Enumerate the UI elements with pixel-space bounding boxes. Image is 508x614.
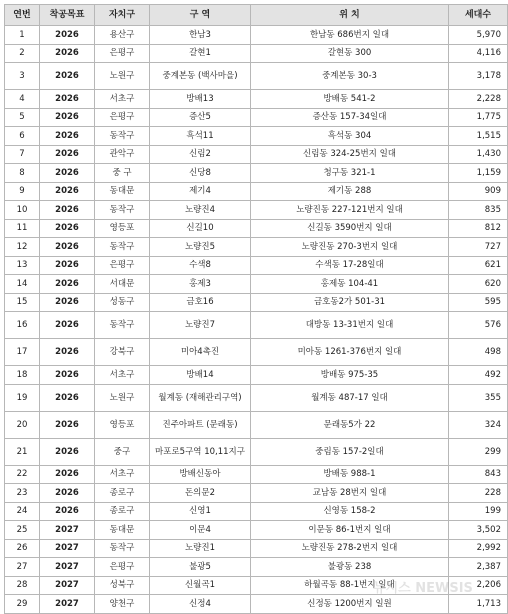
row-target-year: 2026 <box>40 90 95 109</box>
row-target-year: 2027 <box>40 539 95 558</box>
row-district: 양천구 <box>95 595 150 614</box>
row-target-year: 2027 <box>40 521 95 540</box>
row-zone: 홍제3 <box>150 275 251 294</box>
row-no: 9 <box>5 182 40 201</box>
row-location: 노량진동 227-121번지 일대 <box>251 201 449 220</box>
table-row <box>5 63 508 90</box>
row-district: 은평구 <box>95 558 150 577</box>
table-row <box>5 339 508 366</box>
row-no: 24 <box>5 502 40 521</box>
row-district: 서초구 <box>95 90 150 109</box>
row-district: 은평구 <box>95 44 150 63</box>
row-target-year: 2026 <box>40 219 95 238</box>
row-target-year: 2026 <box>40 411 95 438</box>
row-units: 492 <box>449 366 508 385</box>
row-zone: 신림2 <box>150 145 251 164</box>
row-zone: 신당8 <box>150 164 251 183</box>
row-target-year: 2026 <box>40 127 95 146</box>
row-units: 5,970 <box>449 26 508 45</box>
row-target-year: 2026 <box>40 502 95 521</box>
row-no: 11 <box>5 219 40 238</box>
row-target-year: 2026 <box>40 366 95 385</box>
table-row <box>5 127 508 146</box>
row-zone: 갈현1 <box>150 44 251 63</box>
row-location: 중림동 157-2일대 <box>251 438 449 465</box>
row-district: 은평구 <box>95 108 150 127</box>
row-units: 4,116 <box>449 44 508 63</box>
table-row <box>5 484 508 503</box>
row-location: 흑석동 304 <box>251 127 449 146</box>
row-no: 16 <box>5 312 40 339</box>
row-district: 강북구 <box>95 339 150 366</box>
row-target-year: 2026 <box>40 438 95 465</box>
row-target-year: 2026 <box>40 465 95 484</box>
table-row <box>5 90 508 109</box>
row-location: 월계동 487-17 일대 <box>251 384 449 411</box>
row-location: 수색동 17-28일대 <box>251 256 449 275</box>
row-district: 은평구 <box>95 256 150 275</box>
row-no: 14 <box>5 275 40 294</box>
table-row <box>5 219 508 238</box>
row-units: 1,430 <box>449 145 508 164</box>
row-target-year: 2026 <box>40 238 95 257</box>
row-target-year: 2026 <box>40 275 95 294</box>
table-row <box>5 595 508 614</box>
row-location: 신영동 158-2 <box>251 502 449 521</box>
row-location: 신림동 324-25번지 일대 <box>251 145 449 164</box>
row-units: 3,178 <box>449 63 508 90</box>
row-no: 22 <box>5 465 40 484</box>
row-target-year: 2026 <box>40 145 95 164</box>
row-no: 20 <box>5 411 40 438</box>
row-location: 홍제동 104-41 <box>251 275 449 294</box>
row-zone: 노량진7 <box>150 312 251 339</box>
row-units: 2,387 <box>449 558 508 577</box>
row-units: 595 <box>449 293 508 312</box>
row-units: 727 <box>449 238 508 257</box>
row-district: 동대문 <box>95 182 150 201</box>
row-units: 199 <box>449 502 508 521</box>
table-row <box>5 438 508 465</box>
row-units: 620 <box>449 275 508 294</box>
row-zone: 돈의문2 <box>150 484 251 503</box>
row-no: 21 <box>5 438 40 465</box>
row-no: 10 <box>5 201 40 220</box>
row-location: 신정동 1200번지 일원 <box>251 595 449 614</box>
header-units: 세대수 <box>449 5 508 26</box>
row-target-year: 2026 <box>40 63 95 90</box>
row-zone: 신길10 <box>150 219 251 238</box>
row-location: 이문동 86-1번지 일대 <box>251 521 449 540</box>
row-no: 18 <box>5 366 40 385</box>
row-district: 서초구 <box>95 366 150 385</box>
row-units: 621 <box>449 256 508 275</box>
row-units: 299 <box>449 438 508 465</box>
row-target-year: 2026 <box>40 44 95 63</box>
row-units: 355 <box>449 384 508 411</box>
row-zone: 노량진1 <box>150 539 251 558</box>
row-location: 한남동 686번지 일대 <box>251 26 449 45</box>
header-target-year: 착공목표 <box>40 5 95 26</box>
row-zone: 신월곡1 <box>150 576 251 595</box>
watermark-text: 뉴시스 NEWSIS <box>373 581 473 596</box>
row-location: 제기동 288 <box>251 182 449 201</box>
row-district: 동대문 <box>95 521 150 540</box>
row-no: 13 <box>5 256 40 275</box>
row-no: 26 <box>5 539 40 558</box>
row-units: 835 <box>449 201 508 220</box>
row-district: 용산구 <box>95 26 150 45</box>
header-location: 위 치 <box>251 5 449 26</box>
row-target-year: 2027 <box>40 558 95 577</box>
row-zone: 수색8 <box>150 256 251 275</box>
row-no: 23 <box>5 484 40 503</box>
table-row <box>5 411 508 438</box>
table-row <box>5 312 508 339</box>
row-no: 17 <box>5 339 40 366</box>
row-no: 19 <box>5 384 40 411</box>
row-target-year: 2027 <box>40 595 95 614</box>
row-location: 청구동 321-1 <box>251 164 449 183</box>
table-row <box>5 384 508 411</box>
row-zone: 흑석11 <box>150 127 251 146</box>
row-district: 동작구 <box>95 312 150 339</box>
row-district: 동작구 <box>95 539 150 558</box>
row-no: 25 <box>5 521 40 540</box>
row-location: 금호동2가 501-31 <box>251 293 449 312</box>
row-district: 종로구 <box>95 484 150 503</box>
row-district: 동작구 <box>95 201 150 220</box>
row-units: 1,775 <box>449 108 508 127</box>
table-row <box>5 539 508 558</box>
row-district: 영등포 <box>95 411 150 438</box>
row-target-year: 2026 <box>40 339 95 366</box>
row-zone: 금호16 <box>150 293 251 312</box>
row-units: 2,992 <box>449 539 508 558</box>
row-location: 노량진동 278-2번지 일대 <box>251 539 449 558</box>
row-no: 6 <box>5 127 40 146</box>
row-units: 576 <box>449 312 508 339</box>
row-units: 843 <box>449 465 508 484</box>
row-district: 중 구 <box>95 164 150 183</box>
row-location: 하월곡동 88-1번지 일대 <box>251 576 449 595</box>
row-location: 갈현동 300 <box>251 44 449 63</box>
row-zone: 방배신동아 <box>150 465 251 484</box>
row-target-year: 2026 <box>40 293 95 312</box>
row-no: 15 <box>5 293 40 312</box>
row-district: 노원구 <box>95 63 150 90</box>
table-row <box>5 44 508 63</box>
row-district: 동작구 <box>95 238 150 257</box>
table-row <box>5 164 508 183</box>
row-location: 중계본동 30-3 <box>251 63 449 90</box>
row-zone: 신영1 <box>150 502 251 521</box>
row-district: 중구 <box>95 438 150 465</box>
row-target-year: 2026 <box>40 256 95 275</box>
row-no: 29 <box>5 595 40 614</box>
row-location: 미아동 1261-376번지 일대 <box>251 339 449 366</box>
row-no: 8 <box>5 164 40 183</box>
table-row <box>5 201 508 220</box>
row-no: 3 <box>5 63 40 90</box>
row-district: 서초구 <box>95 465 150 484</box>
row-units: 2,206 <box>449 576 508 595</box>
row-location: 증산동 157-34일대 <box>251 108 449 127</box>
table-row <box>5 293 508 312</box>
header-zone: 구 역 <box>150 5 251 26</box>
row-zone: 한남3 <box>150 26 251 45</box>
row-zone: 노량진5 <box>150 238 251 257</box>
row-location: 불광동 238 <box>251 558 449 577</box>
row-units: 2,228 <box>449 90 508 109</box>
row-target-year: 2026 <box>40 312 95 339</box>
header-district: 자치구 <box>95 5 150 26</box>
row-target-year: 2026 <box>40 484 95 503</box>
row-zone: 중계본동 (백사마을) <box>150 63 251 90</box>
row-zone: 방배13 <box>150 90 251 109</box>
row-zone: 방배14 <box>150 366 251 385</box>
row-location: 방배동 975-35 <box>251 366 449 385</box>
row-location: 교남동 28번지 일대 <box>251 484 449 503</box>
row-units: 498 <box>449 339 508 366</box>
header-no: 연번 <box>5 5 40 26</box>
row-zone: 월계동 (재해관리구역) <box>150 384 251 411</box>
table-row <box>5 238 508 257</box>
row-units: 1,515 <box>449 127 508 146</box>
table-row <box>5 256 508 275</box>
row-units: 324 <box>449 411 508 438</box>
row-no: 28 <box>5 576 40 595</box>
row-district: 성북구 <box>95 576 150 595</box>
row-zone: 불광5 <box>150 558 251 577</box>
table-row <box>5 26 508 45</box>
row-zone: 제기4 <box>150 182 251 201</box>
row-zone: 미아4촉진 <box>150 339 251 366</box>
table-row <box>5 366 508 385</box>
row-target-year: 2026 <box>40 201 95 220</box>
row-target-year: 2026 <box>40 384 95 411</box>
row-zone: 마포로5구역 10,11지구 <box>150 438 251 465</box>
table-row <box>5 576 508 595</box>
row-district: 노원구 <box>95 384 150 411</box>
row-target-year: 2026 <box>40 182 95 201</box>
table-row <box>5 108 508 127</box>
row-no: 4 <box>5 90 40 109</box>
row-district: 관악구 <box>95 145 150 164</box>
row-zone: 증산5 <box>150 108 251 127</box>
row-district: 동작구 <box>95 127 150 146</box>
row-target-year: 2026 <box>40 108 95 127</box>
table-row <box>5 558 508 577</box>
row-units: 228 <box>449 484 508 503</box>
row-no: 2 <box>5 44 40 63</box>
row-location: 신길동 3590번지 일대 <box>251 219 449 238</box>
row-target-year: 2027 <box>40 576 95 595</box>
table-header-row <box>5 5 508 26</box>
row-zone: 진주아파트 (문래동) <box>150 411 251 438</box>
row-target-year: 2026 <box>40 164 95 183</box>
row-units: 812 <box>449 219 508 238</box>
table-row <box>5 182 508 201</box>
table-row <box>5 502 508 521</box>
row-zone: 노량진4 <box>150 201 251 220</box>
row-district: 성동구 <box>95 293 150 312</box>
row-no: 1 <box>5 26 40 45</box>
row-location: 대방동 13-31번지 일대 <box>251 312 449 339</box>
row-zone: 신정4 <box>150 595 251 614</box>
row-no: 27 <box>5 558 40 577</box>
row-location: 방배동 988-1 <box>251 465 449 484</box>
row-units: 1,159 <box>449 164 508 183</box>
row-district: 종로구 <box>95 502 150 521</box>
row-units: 1,713 <box>449 595 508 614</box>
row-target-year: 2026 <box>40 26 95 45</box>
row-district: 서대문 <box>95 275 150 294</box>
row-zone: 이문4 <box>150 521 251 540</box>
table-row <box>5 145 508 164</box>
row-district: 영등포 <box>95 219 150 238</box>
row-location: 노량진동 270-3번지 일대 <box>251 238 449 257</box>
row-no: 7 <box>5 145 40 164</box>
redevelopment-table <box>4 4 508 614</box>
table-row <box>5 465 508 484</box>
row-location: 방배동 541-2 <box>251 90 449 109</box>
redevelopment-table-container <box>4 4 501 614</box>
table-body <box>5 26 508 614</box>
table-row <box>5 521 508 540</box>
row-no: 5 <box>5 108 40 127</box>
row-units: 3,502 <box>449 521 508 540</box>
row-location: 문래동5가 22 <box>251 411 449 438</box>
row-no: 12 <box>5 238 40 257</box>
row-units: 909 <box>449 182 508 201</box>
table-row <box>5 275 508 294</box>
